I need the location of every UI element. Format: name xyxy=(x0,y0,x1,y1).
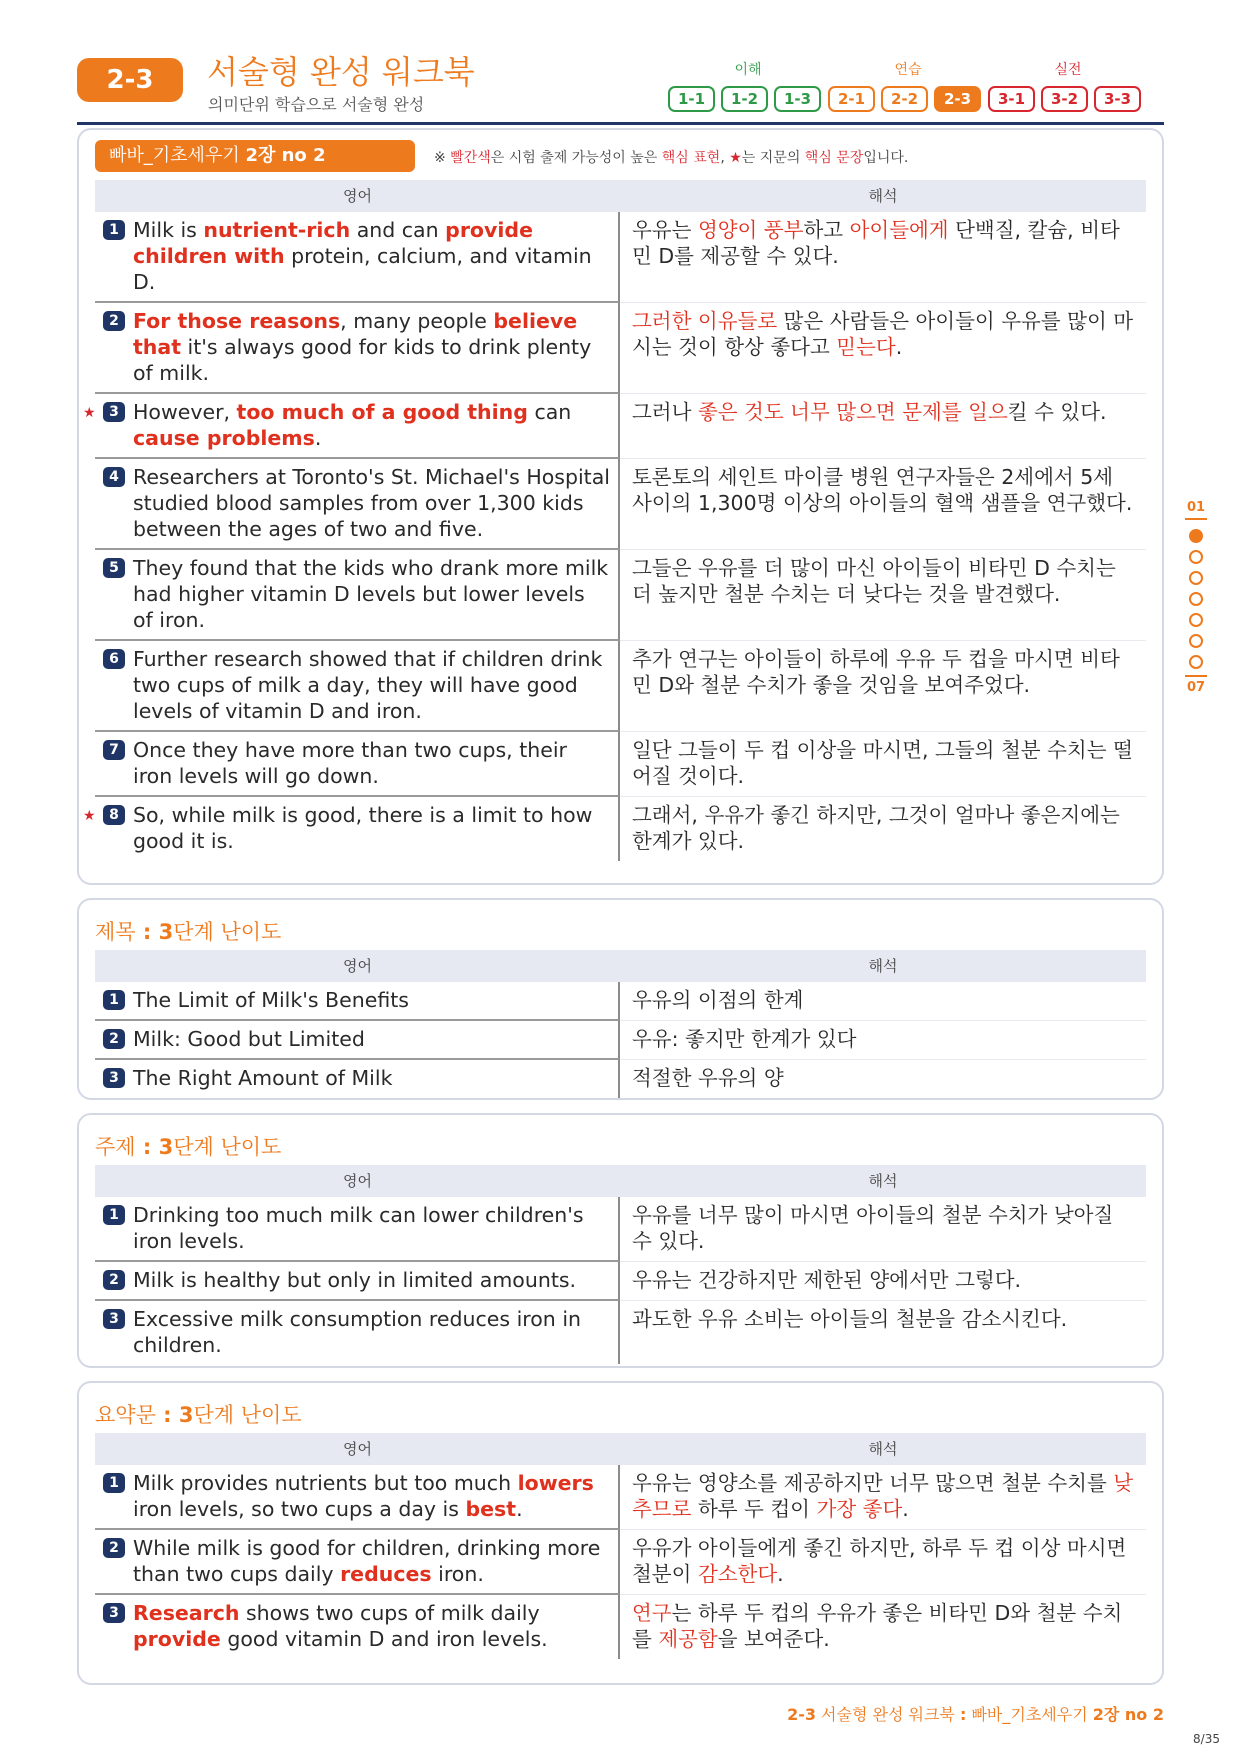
english-cell xyxy=(95,732,620,797)
step-chip-3-3[interactable]: 3-3 xyxy=(1094,86,1141,112)
header-english: 영어 xyxy=(343,187,372,205)
text-segment: Milk: Good but Limited xyxy=(133,1027,365,1051)
text-segment: 토론토의 세인트 마이클 병원 연구자들은 2세에서 5세 사이의 1,300명 이상의 아이들의 혈액 샘플을 연구했다. xyxy=(632,465,1133,515)
header-korean: 해석 xyxy=(868,1172,898,1190)
footer-chapter: 2장 no 2 xyxy=(1092,1705,1164,1724)
group-label-understand: 이해 xyxy=(734,62,762,78)
text-segment: They found that the kids who drank more milk had higher vitamin D levels but lower levels of iron. xyxy=(133,556,609,632)
section-heading-summary xyxy=(95,1399,302,1429)
key-expression: reduces xyxy=(340,1562,432,1586)
text-segment: and can xyxy=(350,218,446,242)
english-cell xyxy=(95,1465,620,1530)
key-expression: provide xyxy=(133,1627,221,1651)
sentence-row xyxy=(95,1021,1146,1060)
progress-dot-3 xyxy=(1189,571,1203,585)
text-segment: 그래서, 우유가 좋긴 하지만, 그것이 얼마나 좋은지에는 한계가 있다. xyxy=(632,803,1120,853)
note-text-2: , xyxy=(720,150,730,166)
text-segment: 우유는 건강하지만 제한된 양에서만 그렇다. xyxy=(632,1268,1022,1292)
text-segment: While milk is good for children, drinking more than two cups daily xyxy=(133,1536,601,1586)
summary-card xyxy=(77,1381,1164,1685)
text-segment: Once they have more than two cups, their iron levels will go down. xyxy=(133,738,567,788)
text-segment: Researchers at Toronto's St. Michael's Hospital studied blood samples from over 1,300 kids between the ages of two and five. xyxy=(133,465,610,541)
korean-cell xyxy=(620,732,1146,796)
footer-sep: : xyxy=(959,1705,967,1724)
english-cell xyxy=(95,1021,620,1060)
sentence-row xyxy=(95,1530,1146,1595)
korean-cell xyxy=(620,1262,1146,1300)
sentence-number-badge: 1 xyxy=(103,220,125,240)
section-label: 제목 xyxy=(95,920,136,944)
summary-table xyxy=(95,1433,1146,1658)
key-expression: 영양이 풍부 xyxy=(697,218,804,242)
lesson-badge: 2-3 xyxy=(77,58,183,102)
step-chip-1-3[interactable]: 1-3 xyxy=(774,86,821,112)
header-korean: 해석 xyxy=(868,187,898,205)
note-key-sentence: 핵심 문장 xyxy=(804,150,864,166)
key-expression: best xyxy=(465,1497,517,1521)
sentence-row xyxy=(95,459,1146,550)
note-star: ★ xyxy=(729,150,742,166)
text-segment: shows two cups of milk daily xyxy=(239,1601,540,1625)
english-cell xyxy=(95,641,620,732)
section-heading-title xyxy=(95,916,281,946)
section-level: : 3 xyxy=(155,1403,194,1427)
star-icon: ★ xyxy=(83,405,96,421)
footer-source: 빠바_기초세우기 xyxy=(966,1705,1093,1724)
text-segment: Further research showed that if children drink two cups of milk a day, they will have good levels of vitamin D and iron. xyxy=(133,647,603,723)
key-expression: 아이들에게 xyxy=(849,218,949,242)
text-segment: . xyxy=(314,426,322,450)
key-expression: nutrient-rich xyxy=(203,218,351,242)
text-segment: 우유를 너무 많이 마시면 아이들의 철분 수치가 낮아질 수 있다. xyxy=(632,1203,1114,1253)
sentence-number-badge: 8 xyxy=(103,805,125,825)
sentence-row xyxy=(95,732,1146,797)
english-cell xyxy=(95,1262,620,1301)
english-cell xyxy=(95,1595,620,1659)
step-chip-2-2[interactable]: 2-2 xyxy=(881,86,928,112)
english-cell xyxy=(95,550,620,641)
section-level-text: 단계 난이도 xyxy=(173,920,282,944)
korean-cell xyxy=(620,1197,1146,1261)
sentence-number-badge: 3 xyxy=(103,402,125,422)
korean-cell xyxy=(620,1060,1146,1097)
english-cell xyxy=(95,1197,620,1262)
key-expression: believe that xyxy=(133,309,578,359)
korean-cell xyxy=(620,641,1146,731)
text-segment: 우유가 아이들에게 좋긴 하지만, 하루 두 컵 이상 마시면 철분이 xyxy=(632,1536,1127,1586)
korean-cell xyxy=(620,982,1146,1020)
theme-table xyxy=(95,1165,1146,1363)
passage-rows xyxy=(83,212,1146,860)
progress-end-label: 07 xyxy=(1186,680,1206,695)
sentence-row xyxy=(95,1465,1146,1530)
key-expression: 그러한 이유들로 xyxy=(632,309,778,333)
text-segment: . xyxy=(902,1497,909,1521)
korean-cell xyxy=(620,212,1146,302)
table-header xyxy=(95,1165,1146,1197)
step-chip-3-1[interactable]: 3-1 xyxy=(988,86,1035,112)
table-header xyxy=(95,950,1146,982)
note-key-expression: 핵심 표현 xyxy=(661,150,721,166)
progress-start-label: 01 xyxy=(1186,500,1206,515)
progress-dot-1 xyxy=(1189,529,1203,543)
note-text-end: 입니다. xyxy=(863,150,909,166)
text-segment: 우유는 xyxy=(632,218,698,242)
english-cell xyxy=(95,303,620,394)
key-expression: 믿는다 xyxy=(836,335,896,359)
text-segment: . xyxy=(777,1562,784,1586)
theme-rows xyxy=(95,1197,1146,1363)
key-expression: too much of a good thing xyxy=(236,400,528,424)
step-chip-1-1[interactable]: 1-1 xyxy=(668,86,715,112)
header-korean: 해석 xyxy=(868,957,898,975)
korean-cell xyxy=(620,394,1146,458)
korean-cell xyxy=(620,1530,1146,1594)
page-footer xyxy=(600,1702,1164,1725)
text-segment: iron. xyxy=(431,1562,484,1586)
korean-cell xyxy=(620,1465,1146,1529)
step-chip-2-3[interactable]: 2-3 xyxy=(934,86,981,112)
text-segment: 우유는 영양소를 제공하지만 너무 많으면 철분 수치를 xyxy=(632,1471,1114,1495)
text-segment: 우유의 이점의 한계 xyxy=(632,988,804,1012)
key-expression: cause problems xyxy=(133,426,315,450)
sentence-number-badge: 7 xyxy=(103,740,125,760)
sentence-number-badge: 3 xyxy=(103,1603,125,1623)
legend-note xyxy=(434,147,908,167)
text-segment: protein, calcium, and vitamin D. xyxy=(133,244,592,294)
progress-dot-5 xyxy=(1189,613,1203,627)
progress-top-rule xyxy=(1185,518,1207,520)
step-chip-3-2[interactable]: 3-2 xyxy=(1041,86,1088,112)
text-segment: can xyxy=(527,400,572,424)
text-segment: 우유: 좋지만 한계가 있다 xyxy=(632,1027,857,1051)
key-expression: 감소한다 xyxy=(697,1562,778,1586)
section-label: 요약문 xyxy=(95,1403,156,1427)
table-header xyxy=(95,1433,1146,1465)
key-expression: provide children with xyxy=(133,218,533,268)
passage-card xyxy=(77,128,1164,885)
english-cell xyxy=(95,459,620,550)
section-heading-theme xyxy=(95,1131,281,1161)
key-expression: 가장 좋다 xyxy=(816,1497,903,1521)
text-segment: 하고 xyxy=(803,218,850,242)
sentence-row xyxy=(95,1197,1146,1262)
english-cell xyxy=(83,797,620,861)
sentence-number-badge: 2 xyxy=(103,1029,125,1049)
footer-title: 서술형 완성 워크북 xyxy=(815,1705,960,1724)
sentence-number-badge: 3 xyxy=(103,1309,125,1329)
source-chapter: 2장 no 2 xyxy=(245,145,326,166)
key-expression: 낮추므로 xyxy=(632,1471,1134,1521)
text-segment: 는 하루 두 컵의 우유가 좋은 비타민 D와 철분 수치를 xyxy=(632,1601,1123,1651)
sentence-number-badge: 3 xyxy=(103,1068,125,1088)
text-segment: 그들은 우유를 더 많이 마신 아이들이 비타민 D 수치는 더 높지만 철분 수치는 더 낮다는 것을 발견했다. xyxy=(632,556,1116,606)
group-label-practice: 연습 xyxy=(894,62,922,78)
sentence-number-badge: 4 xyxy=(103,467,125,487)
key-expression: Research xyxy=(133,1601,240,1625)
step-chip-1-2[interactable]: 1-2 xyxy=(721,86,768,112)
page-subtitle: 의미단위 학습으로 서술형 완성 xyxy=(208,95,425,114)
text-segment: So, while milk is good, there is a limit to how good it is. xyxy=(133,803,593,853)
passage-table xyxy=(83,180,1146,860)
header-korean: 해석 xyxy=(868,1440,898,1458)
note-red-word: 빨간색 xyxy=(450,150,491,166)
note-text-1: 은 시험 출제 가능성이 높은 xyxy=(490,150,662,166)
english-cell xyxy=(95,1530,620,1595)
english-cell xyxy=(95,1301,620,1364)
header-english: 영어 xyxy=(343,1440,372,1458)
step-chip-2-1[interactable]: 2-1 xyxy=(828,86,875,112)
group-label-real: 실전 xyxy=(1054,62,1082,78)
note-text-3: 는 지문의 xyxy=(741,150,805,166)
page-title: 서술형 완성 워크북 xyxy=(207,53,475,91)
sentence-row xyxy=(95,303,1146,394)
key-expression: 제공함 xyxy=(658,1627,718,1651)
text-segment: 하루 두 컵이 xyxy=(691,1497,817,1521)
english-cell xyxy=(95,982,620,1021)
page-header xyxy=(77,52,1164,126)
text-segment: 일단 그들이 두 컵 이상을 마시면, 그들의 철분 수치는 떨어질 것이다. xyxy=(632,738,1133,788)
key-expression: 연구 xyxy=(632,1601,672,1625)
sentence-number-badge: 2 xyxy=(103,1270,125,1290)
header-divider xyxy=(77,122,1164,125)
source-name: 빠바_기초세우기 xyxy=(109,145,246,166)
korean-cell xyxy=(620,1021,1146,1059)
section-level: : 3 xyxy=(135,1135,174,1159)
sentence-number-badge: 1 xyxy=(103,1205,125,1225)
table-header xyxy=(95,180,1146,212)
section-level-text: 단계 난이도 xyxy=(173,1135,282,1159)
sentence-row xyxy=(95,1301,1146,1363)
text-segment: 단백질, 칼슘, 비타민 D를 제공할 수 있다. xyxy=(632,218,1120,268)
english-cell xyxy=(95,212,620,303)
korean-cell xyxy=(620,1301,1146,1363)
sentence-row xyxy=(95,982,1146,1021)
page-number: 8/35 xyxy=(1193,1732,1220,1746)
header-english: 영어 xyxy=(343,1172,372,1190)
progress-bottom-rule xyxy=(1185,675,1207,677)
text-segment: 킬 수 있다. xyxy=(1007,400,1107,424)
theme-card xyxy=(77,1113,1164,1368)
sentence-number-badge: 2 xyxy=(103,1538,125,1558)
text-segment: 추가 연구는 아이들이 하루에 우유 두 컵을 마시면 비타민 D와 철분 수치가 좋을 것임을 보여주었다. xyxy=(632,647,1120,697)
text-segment: , many people xyxy=(340,309,494,333)
korean-cell xyxy=(620,303,1146,393)
text-segment: Excessive milk consumption reduces iron in children. xyxy=(133,1307,582,1357)
korean-cell xyxy=(620,550,1146,640)
english-cell xyxy=(95,1060,620,1098)
text-segment: good vitamin D and iron levels. xyxy=(220,1627,548,1651)
section-level-text: 단계 난이도 xyxy=(193,1403,302,1427)
text-segment: The Limit of Milk's Benefits xyxy=(133,988,409,1012)
text-segment: 많은 사람들은 아이들이 우유를 많이 마시는 것이 항상 좋다고 xyxy=(632,309,1134,359)
korean-cell xyxy=(620,459,1146,549)
note-mark: ※ xyxy=(434,150,446,166)
progress-dot-6 xyxy=(1189,634,1203,648)
text-segment: 을 보여준다. xyxy=(717,1627,830,1651)
sentence-row xyxy=(95,641,1146,732)
summary-rows xyxy=(95,1465,1146,1658)
header-english: 영어 xyxy=(343,957,372,975)
sentence-row xyxy=(83,394,1146,459)
sentence-row xyxy=(95,550,1146,641)
text-segment: 적절한 우유의 양 xyxy=(632,1066,784,1090)
text-segment: However, xyxy=(133,400,237,424)
text-segment: it's always good for kids to drink plenty of milk. xyxy=(133,335,592,385)
sentence-row xyxy=(95,1060,1146,1097)
title-rows xyxy=(95,982,1146,1097)
text-segment: Milk is xyxy=(133,218,204,242)
footer-lesson: 2-3 xyxy=(787,1705,816,1724)
section-label: 주제 xyxy=(95,1135,136,1159)
progress-dot-7 xyxy=(1189,655,1203,669)
sentence-row xyxy=(83,797,1146,860)
text-segment: . xyxy=(895,335,903,359)
title-table xyxy=(95,950,1146,1097)
source-tag xyxy=(95,140,415,172)
korean-cell xyxy=(620,1595,1146,1658)
key-expression: For those reasons xyxy=(133,309,341,333)
sentence-number-badge: 2 xyxy=(103,311,125,331)
sentence-row xyxy=(95,212,1146,303)
text-segment: Milk is healthy but only in limited amounts. xyxy=(133,1268,577,1292)
progress-dot-2 xyxy=(1189,550,1203,564)
section-level: : 3 xyxy=(135,920,174,944)
text-segment: Milk provides nutrients but too much xyxy=(133,1471,518,1495)
sentence-number-badge: 6 xyxy=(103,649,125,669)
text-segment: iron levels, so two cups a day is xyxy=(133,1497,466,1521)
text-segment: . xyxy=(516,1497,523,1521)
text-segment: 과도한 우유 소비는 아이들의 철분을 감소시킨다. xyxy=(632,1307,1068,1331)
key-expression: 좋은 것도 너무 많으면 문제를 일으 xyxy=(697,400,1008,424)
sentence-row xyxy=(95,1595,1146,1658)
side-progress xyxy=(1180,500,1212,700)
progress-dot-4 xyxy=(1189,592,1203,606)
text-segment: Drinking too much milk can lower children's iron levels. xyxy=(133,1203,584,1253)
text-segment: 그러나 xyxy=(632,400,698,424)
title-card xyxy=(77,898,1164,1100)
sentence-number-badge: 1 xyxy=(103,1473,125,1493)
text-segment: The Right Amount of Milk xyxy=(133,1066,393,1090)
sentence-number-badge: 1 xyxy=(103,990,125,1010)
star-icon: ★ xyxy=(83,808,96,824)
korean-cell xyxy=(620,797,1146,860)
key-expression: lowers xyxy=(517,1471,594,1495)
sentence-row xyxy=(95,1262,1146,1301)
english-cell xyxy=(83,394,620,459)
sentence-number-badge: 5 xyxy=(103,558,125,578)
